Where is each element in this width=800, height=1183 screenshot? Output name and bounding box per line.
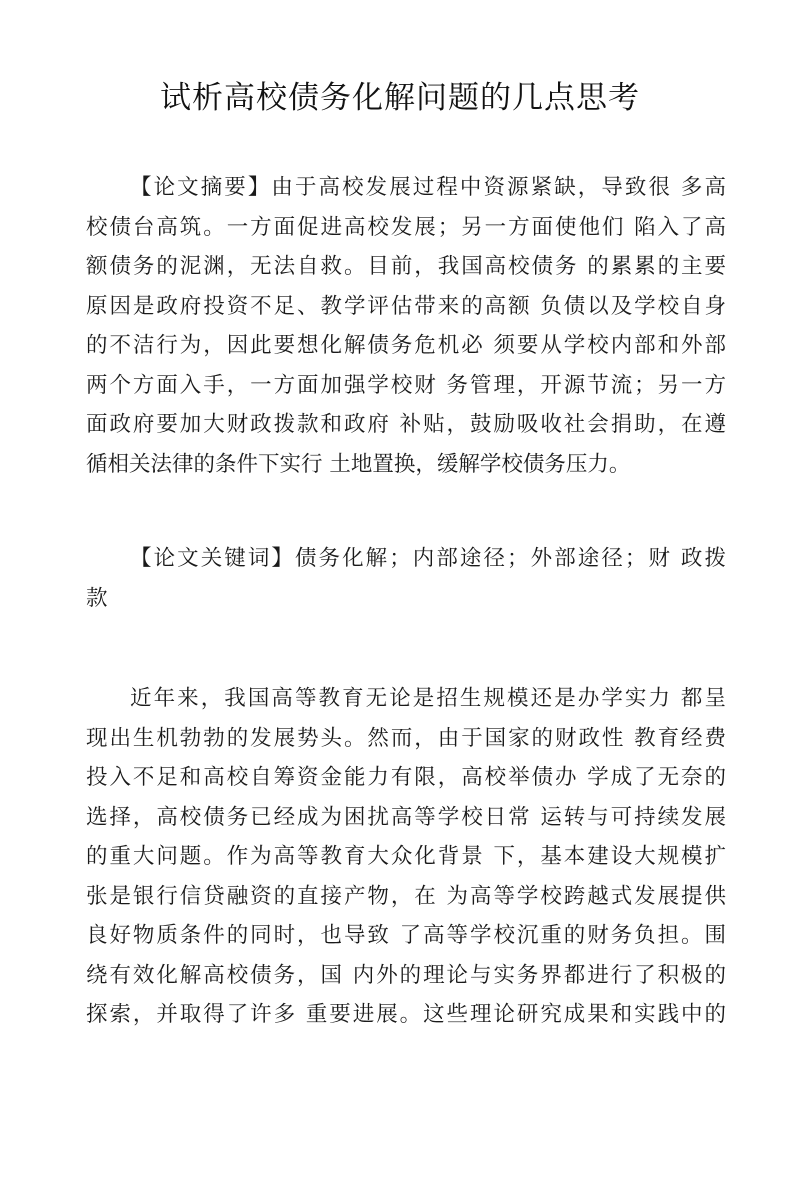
body-line: 现出生机勃勃的发展势头。然而，由于国家的财政性 教育经费: [86, 725, 726, 751]
abstract-line: 的不洁行为，因此要想化解债务危机必 须要从学校内部和外部: [86, 333, 726, 358]
abstract-line: 面政府要加大财政拨款和政府 补贴，鼓励吸收社会捐助，在遵: [86, 412, 726, 437]
body-line: 选择，高校债务已经成为困扰高等学校日常 运转与可持续发展: [86, 804, 726, 830]
abstract-line: 两个方面入手，一方面加强学校财 务管理，开源节流；另一方: [86, 372, 726, 398]
keywords-line: 【论文关键词】债务化解；内部途径；外部途径；财 政拨: [130, 546, 726, 571]
abstract-line: 【论文摘要】由于高校发展过程中资源紧缺，导致很 多高: [130, 175, 726, 200]
abstract-line: 校债台高筑。一方面促进高校发展；另一方面使他们 陷入了高: [86, 214, 726, 240]
body-line: 探索，并取得了许多 重要进展。这些理论研究成果和实践中的: [86, 1002, 726, 1027]
body-line: 绕有效化解高校债务，国 内外的理论与实务界都进行了积极的: [86, 962, 726, 988]
body-line: 良好物质条件的同时，也导致 了高等学校沉重的财务负担。围: [86, 923, 726, 948]
keywords-paragraph: [86, 539, 726, 618]
body-line: 的重大问题。作为高等教育大众化背景 下，基本建设大规模扩: [86, 844, 726, 869]
abstract-line: 循相关法律的条件下实行 土地置换，缓解学校债务压力。: [86, 451, 631, 477]
abstract-paragraph: [86, 168, 726, 484]
abstract-line: 额债务的泥渊，无法自救。目前，我国高校债务 的累累的主要: [86, 254, 726, 279]
body-paragraph: [86, 679, 726, 1035]
body-line: 张是银行信贷融资的直接产物，在 为高等学校跨越式发展提供: [86, 883, 726, 909]
body-line: 近年来，我国高等教育无论是招生规模还是办学实力 都呈: [130, 686, 726, 711]
document-title: 试析高校债务化解问题的几点思考: [160, 80, 640, 116]
abstract-line: 原因是政府投资不足、教学评估带来的高额 负债以及学校自身: [86, 293, 726, 319]
body-line: 投入不足和高校自筹资金能力有限，高校举债办 学成了无奈的: [86, 765, 726, 790]
keywords-line: 款: [86, 585, 108, 611]
